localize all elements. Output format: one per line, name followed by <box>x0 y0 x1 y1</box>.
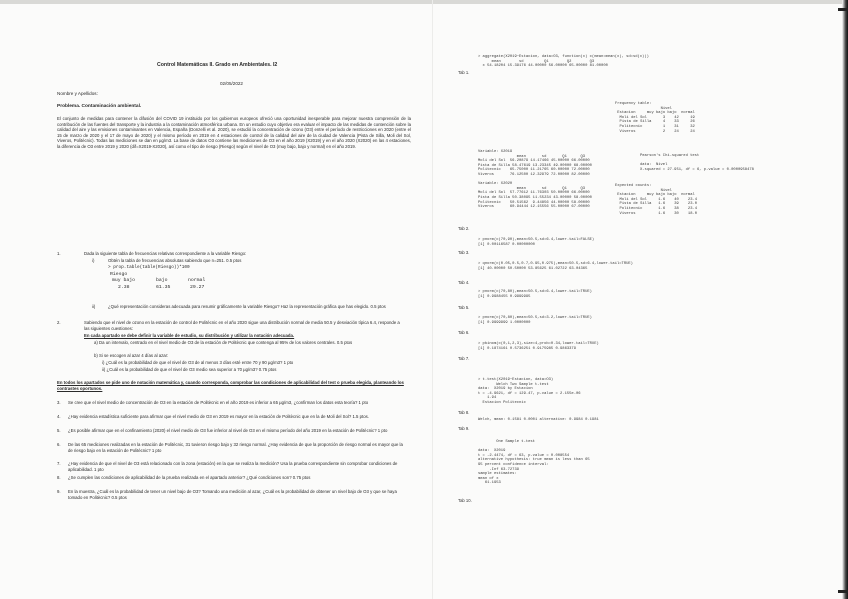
freq-cat-2: bajo <box>156 278 168 283</box>
q2-note: En cada apartado se debe definir la variable de estudio, su distribución y utilizar la notación adecuada. <box>84 333 295 338</box>
edge-mark <box>838 8 848 11</box>
q1-sub-i: Obtén la tabla de frecuencias absolutas sabiendo que n=251. 0.5 ptos <box>108 258 242 263</box>
tab2-output: Variable: X2019 mean sd Q1 Q3 Moli del Sol 56.20879 14.17466 45.00000 66.00000 Pista de Silla 58.47619 13.23345 49.00000 68.00000 Politecnic 65.75000 11.21765 60.00000 72.00000 Viveros 76.12500 12.32979 72.00000 82.00000 Variable: X2020 mean sd Q1 Q3 Moli del Sol 57.77612 11.76303 50.00000 66.00000 Pista de Silla 50.38095 11.55234 43.00000 58.00000 Politecnic 50.51562 9.44856 44.00000 58.00000 Viveros 60.94444 12.15556 55.00000 67.00000 <box>478 150 592 210</box>
q9-number: 9. <box>57 489 61 494</box>
tab5-output: > pnorm(c(70,80),mean=50.5,sd=6.4,lower.tail=TRUE) [1] 0.9988455 0.9999995 <box>478 290 592 299</box>
contrast-note: En todos los apartados se pide uno de notación matemática y, cuando corresponda, comprobar las condiciones de aplicabilidad del test o prueba elegida, planteando los contrastes oportunos. <box>57 380 404 391</box>
freq-cat-3: normal <box>188 278 206 283</box>
tab4-output: > qnorm(c(0.05,0.5,0.7,0.95,0.975),mean=50.5,sd=6.4,lower.tail=TRUE) [1] 40.00000 50.50000 53.85625 61.02722 63.04365 <box>478 262 633 271</box>
tab8-output: > t.test(X2019~Estacion, data=O3) Welch Two Sample t-test data: X2019 by Estacion t = -4.9621, df = 129.47, p-value = 2.155e-06 1.94 Estacion Politecnic <box>478 378 581 405</box>
tab6-label: Tab 6. <box>458 330 470 335</box>
q1-sub-i-number: i) <box>92 258 95 263</box>
tab2-label: Tab 2. <box>458 226 470 231</box>
q7-number: 7. <box>57 461 61 466</box>
q8-text: ¿Se cumplen las condiciones de aplicabilidad de la prueba realizada en el apartado anterior? ¿Qué condiciones son? 0.75 ptos <box>68 475 311 480</box>
tab1-output: > aggregate(X2019~Estacion, data=O3, function(x) c(mean=mean(x), sd=sd(x))) mean sd Q1 Q2 Q3 x 54.18204 15.39176 44.00000 56.00000 65.00000 81.00000 <box>478 55 649 69</box>
tab7-output: > pbinom(c(0,1,2,3),size=4,prob=0.34,lower.tail=TRUE) [1] 0.1874161 0.5736251 0.9175985 0.9863379 <box>478 342 599 351</box>
q4-text: ¿Hay evidencia estadística suficiente para afirmar que el nivel medio de O3 en 2019 es mayor en la estación de Politècnic que en la de Moli del Sol? 1.5 ptos. <box>68 414 369 419</box>
exam-date: 02/05/2022 <box>220 81 243 86</box>
q3-text: Se cree que el nivel medio de concentración de O3 en la estación de Politècnic en el año 2019 es inferior a 65 µg/m3, ¿confirman los datos esta teoría? 1 pto <box>68 400 369 405</box>
riesgo-label: Riesgo <box>110 272 128 277</box>
r-command: > prop.table(table(Riesgo))*100 <box>108 265 190 270</box>
freq-val-1: 2.38 <box>118 285 130 290</box>
tab3-label: Tab 3. <box>458 250 470 255</box>
page-fold <box>432 0 433 599</box>
chisq-output: Pearson's Chi-squared test data: Nivel X-squared = 27.951, df = 6, p-value = 0.0000958478 <box>640 154 754 172</box>
tab10-label: Tab 10. <box>458 498 472 503</box>
q5-number: 5. <box>57 428 61 433</box>
expected-counts: Expected counts: Nivel Estacion muy bajo bajo normal Moli del Sol 1.6 40 23.4 Pista de Silla 1.6 39 23.0 Politecnic 1.6 38 23.4 Viveros 1.6 30 18.0 <box>615 184 698 216</box>
right-edge <box>842 0 848 599</box>
q1-number: 1. <box>57 251 61 256</box>
tab10-output: One Sample t-test data: X2019 t = -2.4474, df = 63, p-value = 0.008554 alternative hypothesis: true mean is less than 65 95 percent confidence interval: -Inf 63.72739 sample estimates: mean of x 61.1953 <box>478 440 590 486</box>
problem-intro: El conjunto de medidas para contener la difusión del COVID 19 instituido por los gobiernos europeos ofreció una oportunidad inesperable para mejorar nuestra comprensión de la contribución de las fuentes del transporte y la industria a la contaminación atmosférica urbana. En un estudio cuyo objetivo era evaluar el impacto de las medidas de contención sobre la calidad del aire y las emisiones contaminantes en Valencia, España (Donzelli et al. 2020), se estudió la concentración de ozono (O3) entre el período de restricciones en 2020 (entre el 15 de marzo de 2020 y el 17 de mayo de 2020) y el mismo período en 2019 en 4 estaciones de control de la calidad del aire de la ciudad de Valencia (Pista de Silla, Moli del Sol, Viveros, Politècnic). Todas las mediciones se dan en µg/m3. La base de datos O3 contiene las mediciones de O3 en el año 2019 (X2019) y en el año 2020 (X2020) en las 4 estaciones, la diferencia de O3 entre 2019 y 2020 (dif=X2019-X2020), así como el tipo de riesgo (Riesgo) según el nivel de O3 (muy bajo, bajo y normal) en el año 2019. <box>57 116 411 149</box>
name-label: Nombre y Apellidos: <box>57 91 98 96</box>
tab8-label: Tab 8. <box>458 410 470 415</box>
problem-heading: Problema. Contaminación ambiental. <box>57 104 142 109</box>
top-edge <box>0 0 848 4</box>
tab7-label: Tab 7. <box>458 356 470 361</box>
q3-number: 3. <box>57 400 61 405</box>
q9-text: En la muestra, ¿Cuál es la probabilidad de tener un nivel bajo de O3? Tomando una medición al azar, ¿Cuál es la probabilidad de obtener un nivel bajo de O3 y que se haya tomado en Politècnic? 0.5 ptos <box>68 489 397 500</box>
q2-text: Sabiendo que el nivel de ozono en la estación de control de Politècnic en el año 2020 sigue una distribución normal de media 50.5 y desviación típica 6.4, responde a las siguientes cuestiones: <box>84 320 400 331</box>
tab9-label: Tab 9. <box>458 426 470 431</box>
q6-number: 6. <box>57 442 61 447</box>
q1-sub-ii: ¿Qué representación consideras adecuada para resumir gráficamente la variable Riesgo? Haz la representación gráfica que has elegido. 0.5 ptos <box>108 304 386 309</box>
q2-a: a) Da un intervalo, centrado en el nivel medio de O3 de la estación de Politècnic que contenga al 95% de los valores centrales. 0.5 ptos <box>94 340 353 345</box>
tab4-label: Tab 4. <box>458 280 470 285</box>
q1-sub-ii-number: ii) <box>92 304 96 309</box>
exam-title: Control Matemáticas II. Grado en Ambientales. I2 <box>157 62 278 68</box>
q6-text: De las 65 mediciones realizadas en la estación de Politècnic, 31 tuvieron riesgo bajo y 32 riesgo normal. ¿Hay evidencia de que la proporción de riesgo normal es mayor que la de riesgo bajo en la estación de Politècnic? 1 pto <box>68 442 403 453</box>
q2-b-i: i) ¿Cuál es la probabilidad de que el nivel de O3 de al menos 3 días esté entre 70 y 90 µg/m3? 1 pto <box>102 360 294 365</box>
tab9-output: Welch, mean: 0.1581 0.0001 alternative: 0.9984 0.1981 <box>478 418 599 422</box>
freq-val-2: 61.35 <box>156 285 171 290</box>
q8-number: 8. <box>57 475 61 480</box>
q2-b: b) Si se escogen al azar 4 días al azar: <box>94 353 169 358</box>
q2-b-ii: ii) ¿Cuál es la probabilidad de que el nivel de O3 medio sea superior a 70 µg/m3? 0.75 ptos <box>102 367 277 372</box>
tab5-label: Tab 5. <box>458 305 470 310</box>
freq-cat-1: muy bajo <box>112 278 136 283</box>
edge-mark <box>838 590 848 593</box>
tab6-output: > pnorm(c(70,80),mean=50.5,sd=3.2,lower.tail=TRUE) [1] 0.9999999 1.0000000 <box>478 316 592 325</box>
q5-text: ¿Es posible afirmar que en el confinamiento (2020) el nivel medio de O3 fue inferior al nivel de O3 en el mismo período del año 2019 en la estación de Politècnic? 1 pto <box>68 428 388 433</box>
q4-number: 4. <box>57 414 61 419</box>
q2-number: 2. <box>57 320 61 325</box>
tab1-label: Tab 1. <box>458 70 470 75</box>
tab3-output: > pnorm(c(70,90),mean=50.5,sd=6.4,lower.tail=FALSE) [1] 0.00116587 0.00000000 <box>478 238 595 247</box>
frequency-table: Frequency table: Nivel Estacion muy bajo bajo normal Moli del Sol 3 42 19 Pista de Silla 4 33 26 Politecnic 1 31 32 Viveros 2 24 24 <box>615 102 695 134</box>
q1-text: Dada la siguiente tabla de frecuencias relativas correspondiente a la variable Riesgo: <box>84 251 247 256</box>
q7-text: ¿Hay evidencia de que el nivel de O3 está relacionado con la zona (estación) en la que se realiza la medición? Usa la prueba correspondiente sin comprobar condiciones de aplicabilidad. 1 pto <box>68 461 398 472</box>
freq-val-3: 29.27 <box>190 285 205 290</box>
